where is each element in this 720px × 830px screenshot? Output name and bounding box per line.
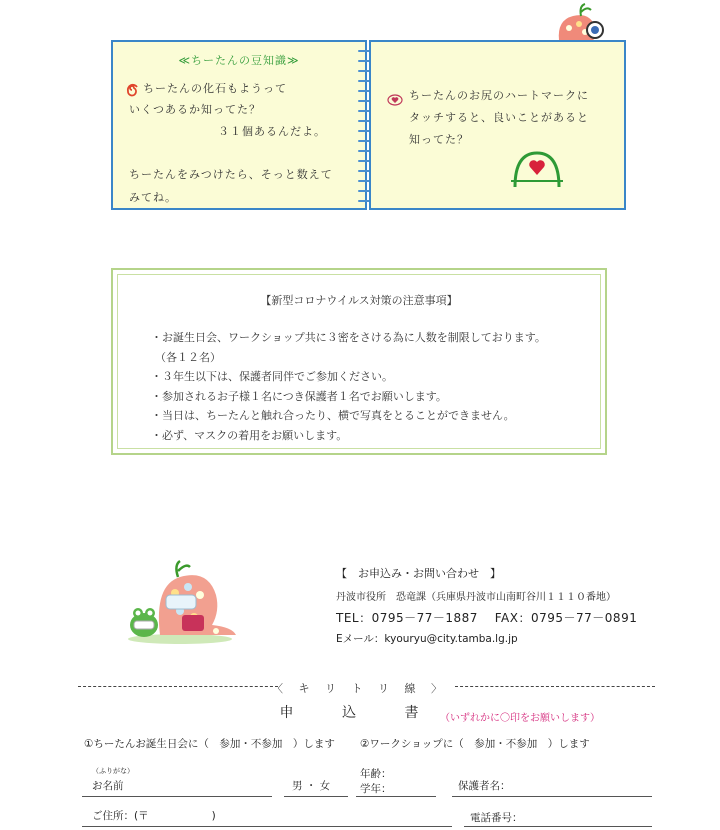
corona-item: ・お誕生日会、ワークショップ共に３密をさける為に人数を制限しております。	[151, 331, 546, 344]
guardian-name-label: 保護者名：	[458, 780, 511, 792]
heart-bullet-icon	[387, 91, 403, 110]
trivia-left-line4: ちーたんをみつけたら、そっと数えて	[129, 168, 333, 181]
furigana-label: （ふりがな）	[92, 767, 134, 775]
gender-choice[interactable]: 男 ・ 女	[292, 780, 331, 792]
corona-list	[151, 328, 546, 445]
name-field[interactable]	[82, 796, 272, 797]
heart-tail-icon	[509, 147, 565, 195]
trivia-left-line1: ちーたんの化石もようって	[143, 82, 287, 95]
contact-email: Eメール：kyouryu@city.tamba.lg.jp	[336, 633, 518, 645]
address-field[interactable]	[82, 826, 452, 827]
address-label: ご住所：(〒 )	[92, 810, 216, 822]
corona-item: ・３年生以下は、保護者同伴でご参加ください。	[151, 370, 393, 383]
question-workshop[interactable]: ②ワークショップに（ 参加・不参加 ）します	[360, 738, 590, 750]
trivia-left-line5: みてね。	[129, 191, 177, 204]
chitan-mascot-peeking	[555, 2, 615, 44]
corona-item: ・参加されるお子様１名につき保護者１名でお願いします。	[151, 389, 447, 403]
cut-line-left	[78, 686, 278, 687]
gender-field[interactable]	[284, 796, 348, 797]
age-label: 年齢：	[360, 768, 392, 780]
cut-line-label: 〈 キ リ ト リ 線 〉	[272, 682, 448, 695]
phone-field[interactable]	[464, 826, 652, 827]
corona-item: ・当日は、ちーたんと触れ合ったり、横で写真をとることができません。	[151, 409, 515, 422]
contact-dept: 丹波市役所 恐竜課（兵庫県丹波市山南町谷川１１１０番地）	[336, 592, 616, 603]
trivia-left-line2: いくつあるか知ってた？	[129, 103, 261, 116]
chitan-mascot-with-frog	[120, 555, 240, 645]
age-grade-field[interactable]	[356, 796, 436, 797]
trivia-left-line3: ３１個あるんだよ。	[218, 125, 326, 138]
trivia-title: ≪ちーたんの豆知識≫	[178, 54, 300, 67]
corona-item: （各１２名）	[155, 350, 221, 364]
trivia-right-line3: 知ってた？	[409, 133, 469, 146]
grade-label: 学年：	[360, 783, 392, 795]
name-label: お名前	[92, 780, 124, 792]
corona-title: 【新型コロナウイルス対策の注意事項】	[260, 294, 458, 307]
contact-tel-fax: TEL：0795－77－1887 FAX：0795－77－0891	[336, 611, 638, 625]
corona-notice-box	[111, 268, 607, 455]
contact-block	[336, 565, 637, 646]
question-birthday-party[interactable]: ①ちーたんお誕生日会に（ 参加・不参加 ）します	[84, 738, 335, 750]
circle-instruction-note: （いずれかに〇印をお願いします）	[440, 713, 600, 724]
corona-item: ・必ず、マスクの着用をお願いします。	[151, 428, 348, 442]
trivia-right-line1: ちーたんのお尻のハートマークに	[409, 89, 589, 102]
guardian-name-field[interactable]	[452, 796, 652, 797]
notebook-right-page	[369, 40, 626, 210]
notebook-left-page	[111, 40, 367, 210]
trivia-right-line2: タッチすると、良いことがあると	[409, 111, 589, 124]
contact-heading: 【 お申込み・お問い合わせ 】	[336, 567, 501, 580]
application-form-title: 申 込 書	[279, 705, 441, 721]
cut-line-right	[455, 686, 655, 687]
phone-label: 電話番号：	[470, 812, 523, 824]
